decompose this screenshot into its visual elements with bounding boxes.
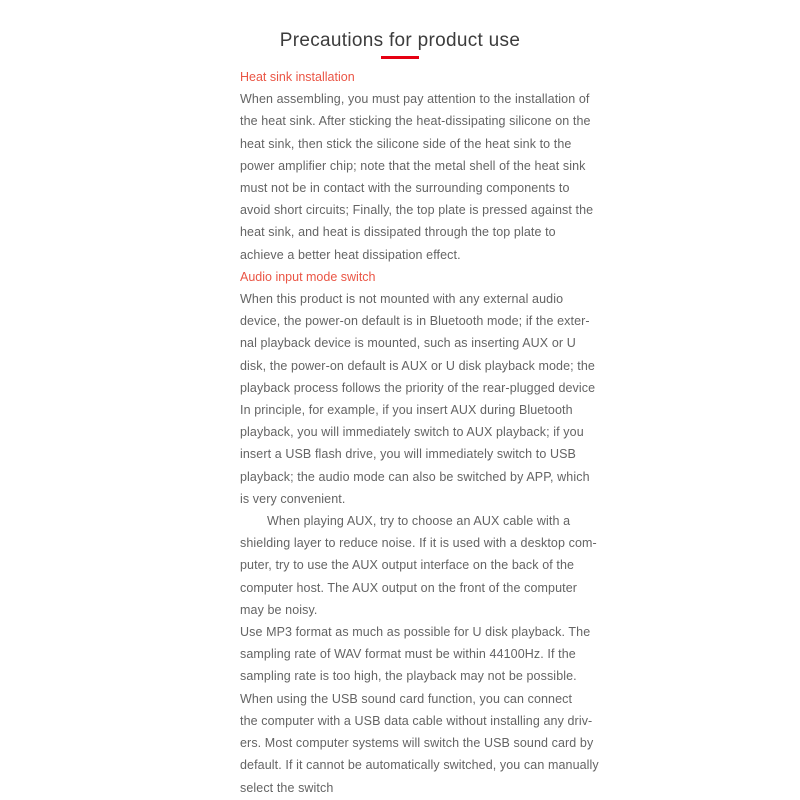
body-line: nal playback device is mounted, such as inserting AUX or U bbox=[240, 336, 576, 351]
body-line: When assembling, you must pay attention to the installation of bbox=[240, 92, 590, 107]
body-line: When using the USB sound card function, you can connect bbox=[240, 691, 573, 706]
body-line: is very convenient. bbox=[240, 491, 346, 506]
body-line: heat sink, and heat is dissipated through the top plate to bbox=[240, 225, 556, 240]
body-line: heat sink, then stick the silicone side of the heat sink to the bbox=[240, 136, 572, 151]
page-title: Precautions for product use bbox=[279, 30, 521, 51]
body-line: Use MP3 format as much as possible for U disk playback. The bbox=[240, 625, 591, 640]
body-line: the heat sink. After sticking the heat-dissipating silicone on the bbox=[240, 114, 591, 129]
body-line: disk, the power-on default is AUX or U disk playback mode; the bbox=[240, 358, 595, 373]
body-line: shielding layer to reduce noise. If it is used with a desktop com- bbox=[240, 536, 597, 551]
body-line: playback; the audio mode can also be switched by APP, which bbox=[240, 469, 590, 484]
section-heading-heat-sink-installation: Heat sink installation bbox=[240, 70, 355, 84]
body-line: In principle, for example, if you insert AUX during Bluetooth bbox=[240, 403, 573, 418]
body-line: device, the power-on default is in Bluetooth mode; if the exter- bbox=[240, 314, 590, 329]
body-line: power amplifier chip; note that the metal shell of the heat sink bbox=[240, 158, 586, 173]
body-line: the computer with a USB data cable without installing any driv- bbox=[240, 713, 593, 728]
body-line: must not be in contact with the surrounding components to bbox=[240, 181, 570, 196]
body-line: default. If it cannot be automatically switched, you can manually bbox=[240, 758, 599, 773]
content-column bbox=[240, 66, 600, 799]
body-line: sampling rate is too high, the playback may not be possible. bbox=[240, 669, 577, 684]
body-line: computer host. The AUX output on the front of the computer bbox=[240, 580, 578, 595]
title-underline bbox=[381, 56, 419, 59]
body-line: achieve a better heat dissipation effect. bbox=[240, 247, 461, 262]
body-line: sampling rate of WAV format must be within 44100Hz. If the bbox=[240, 647, 576, 662]
body-line: select the switch bbox=[240, 780, 334, 795]
body-line: playback process follows the priority of the rear-plugged device bbox=[240, 380, 596, 395]
body-line: playback, you will immediately switch to AUX playback; if you bbox=[240, 425, 584, 440]
section-heading-audio-input-mode-switch: Audio input mode switch bbox=[240, 269, 376, 284]
body-line: ers. Most computer systems will switch the USB sound card by bbox=[240, 736, 594, 751]
body-line: may be noisy. bbox=[240, 602, 318, 617]
body-line: avoid short circuits; Finally, the top plate is pressed against the bbox=[240, 203, 594, 218]
body-line: insert a USB flash drive, you will immediately switch to USB bbox=[240, 447, 576, 462]
body-line: When playing AUX, try to choose an AUX cable with a bbox=[267, 514, 571, 529]
body-line: When this product is not mounted with any external audio bbox=[240, 292, 564, 307]
body-line: puter, try to use the AUX output interface on the back of the bbox=[240, 558, 575, 573]
